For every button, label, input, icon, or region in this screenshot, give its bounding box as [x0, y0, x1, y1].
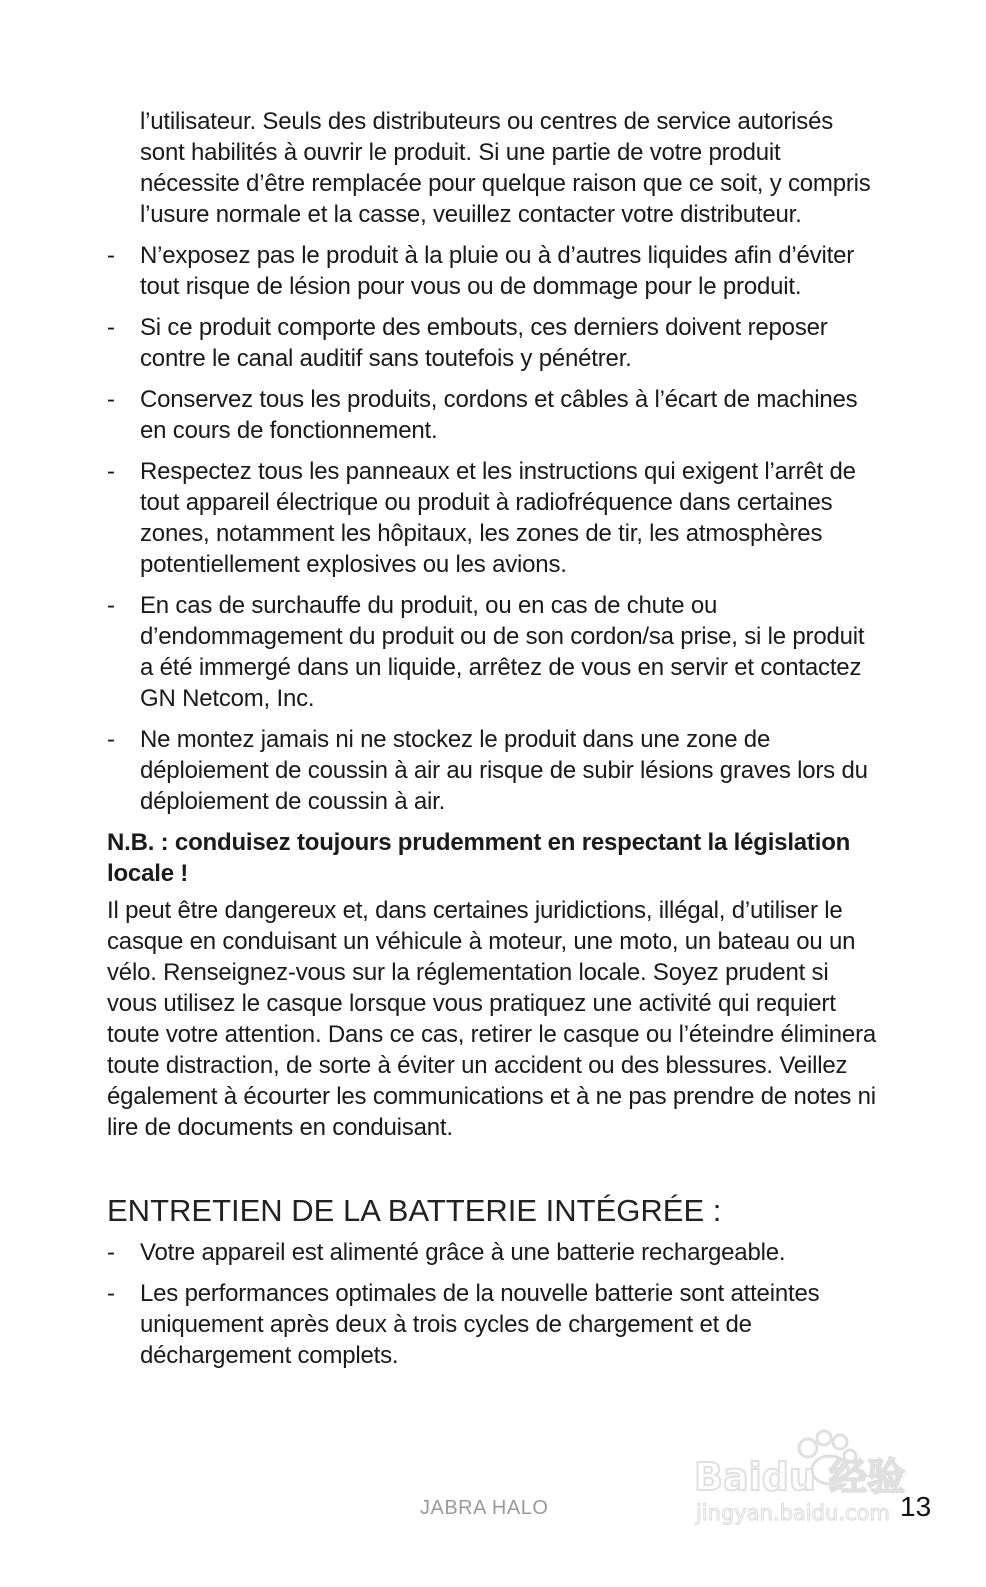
bullet-text: Les performances optimales de la nouvelle batterie sont atteintes uniquement après deux à trois cycles de chargement et de déchargement complets.	[140, 1280, 820, 1369]
list-item	[107, 384, 877, 446]
continued-paragraph: l’utilisateur. Seuls des distributeurs ou centres de service autorisés sont habilités à ouvrir le produit. Si une partie de votre produit nécessite d’être remplacée pour quelque raison que ce soit, y compris l’usure normale et la casse, veuillez contacter votre distributeur.	[140, 108, 871, 228]
bullet-text: Votre appareil est alimenté grâce à une batterie rechargeable.	[140, 1239, 786, 1266]
bullet-dash: -	[107, 386, 115, 413]
safety-bullet-list	[107, 240, 877, 817]
bullet-dash: -	[107, 1280, 115, 1307]
bullet-text: Si ce produit comporte des embouts, ces derniers doivent reposer contre le canal auditif sans toutefois y pénétrer.	[140, 314, 828, 372]
bullet-dash: -	[107, 314, 115, 341]
driving-paragraph: Il peut être dangereux et, dans certaines juridictions, illégal, d’utiliser le casque en conduisant un véhicule à moteur, une moto, un bateau ou un vélo. Renseignez-vous sur la réglementation locale. Soyez prudent si vous utilisez le casque lorsque vous pratiquez une activité qui requiert toute votre attention. Dans ce cas, retirer le casque ou l’éteindre éliminera toute distraction, de sorte à éviter un accident ou des blessures. Veillez également à écourter les communications et à ne pas prendre de notes ni lire de documents en conduisant.	[107, 897, 877, 1141]
list-item	[107, 1278, 877, 1371]
watermark-logo-text: Baidu 经验	[694, 1455, 906, 1499]
bullet-dash: -	[107, 458, 115, 485]
bullet-dash: -	[107, 726, 115, 753]
list-item	[107, 724, 877, 817]
list-item	[107, 456, 877, 580]
bullet-dash: -	[107, 592, 115, 619]
bullet-dash: -	[107, 242, 115, 269]
list-item	[107, 1237, 877, 1268]
list-item	[107, 590, 877, 714]
bullet-text: En cas de surchauffe du produit, ou en cas de chute ou d’endommagement du produit ou de son cordon/sa prise, si le produit a été immergé dans un liquide, arrêtez de vous en servir et contactez GN Netcom, Inc.	[140, 592, 865, 712]
bullet-dash: -	[107, 1239, 115, 1266]
battery-bullet-list	[107, 1237, 877, 1371]
nb-heading: N.B. : conduisez toujours prudemment en respectant la législation locale !	[107, 829, 851, 887]
footer-brand: JABRA HALO	[420, 1497, 549, 1519]
list-item	[107, 240, 877, 302]
page-content	[107, 106, 877, 1381]
page-number: 13	[900, 1491, 932, 1522]
baidu-watermark	[690, 1420, 930, 1530]
battery-section-heading: ENTRETIEN DE LA BATTERIE INTÉGRÉE :	[107, 1193, 722, 1228]
list-item	[107, 312, 877, 374]
bullet-text: N’exposez pas le produit à la pluie ou à d’autres liquides afin d’éviter tout risque de lésion pour vous ou de dommage pour le produit.	[140, 242, 855, 300]
watermark-url: jingyan.baidu.com	[696, 1501, 890, 1525]
bullet-text: Respectez tous les panneaux et les instructions qui exigent l’arrêt de tout appareil électrique ou produit à radiofréquence dans certaines zones, notamment les hôpitaux, les zones de tir, les atmosphères potentiellement explosives ou les avions.	[140, 458, 856, 578]
bullet-text: Conservez tous les produits, cordons et câbles à l’écart de machines en cours de fonctionnement.	[140, 386, 858, 444]
bullet-text: Ne montez jamais ni ne stockez le produit dans une zone de déploiement de coussin à air au risque de subir lésions graves lors du déploiement de coussin à air.	[140, 726, 868, 815]
